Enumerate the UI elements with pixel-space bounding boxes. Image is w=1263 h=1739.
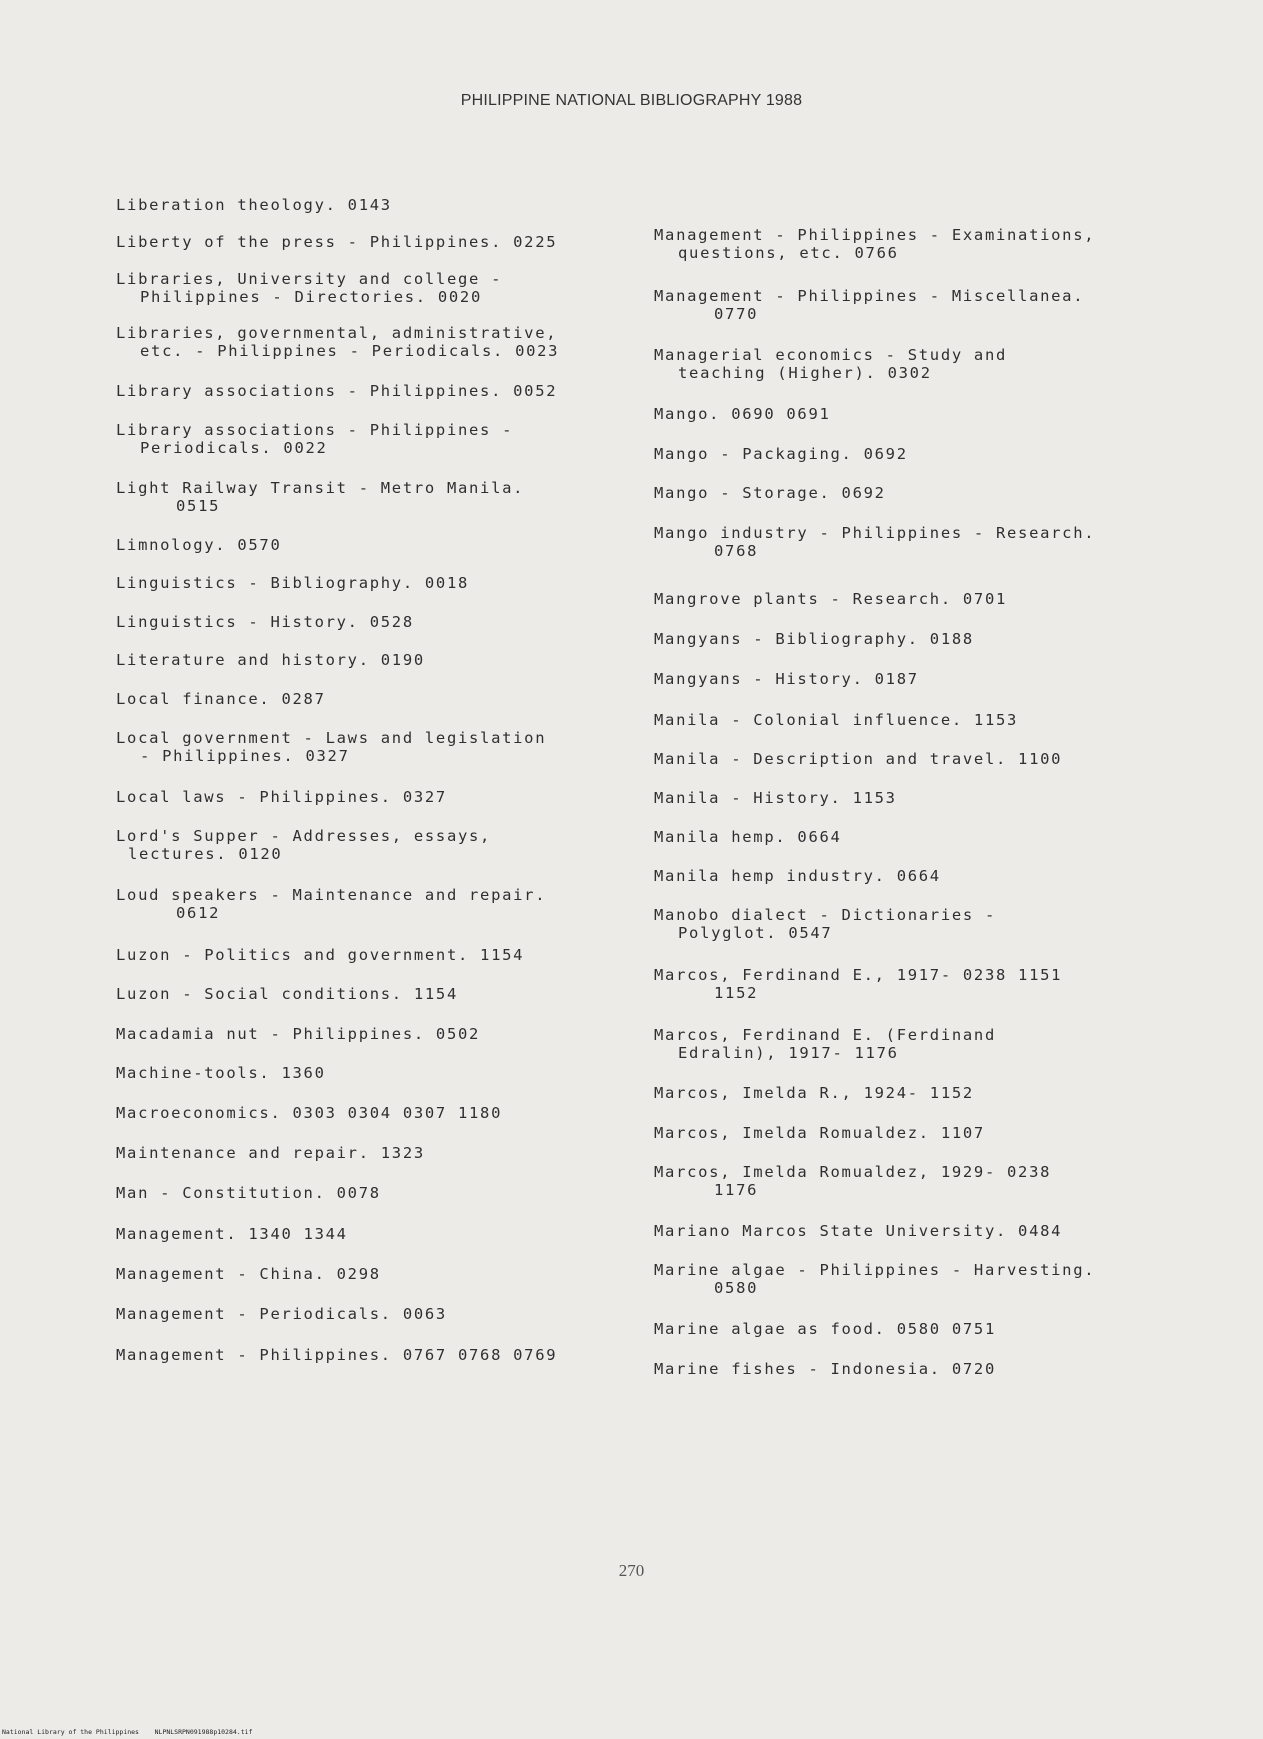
index-entry <box>116 827 636 863</box>
index-entry <box>654 1026 1174 1062</box>
index-entry <box>654 966 1174 1002</box>
entry-heading: Management - Periodicals. 0063 <box>116 1305 447 1323</box>
entry-heading: Management - Philippines - Miscellanea. <box>654 287 1085 305</box>
entry-heading: Manila - Colonial influence. 1153 <box>654 711 1019 729</box>
index-entry <box>116 1064 636 1082</box>
index-entry <box>116 946 636 964</box>
entry-heading: Loud speakers - Maintenance and repair. <box>116 886 547 904</box>
index-entry <box>654 405 1174 423</box>
index-entry <box>654 867 1174 885</box>
index-entry <box>116 651 636 669</box>
entry-heading: Library associations - Philippines - <box>116 421 514 439</box>
entry-heading: Mango. 0690 0691 <box>654 405 831 423</box>
index-entry <box>116 196 636 214</box>
entry-heading: Liberation theology. 0143 <box>116 196 392 214</box>
entry-heading: Marine algae - Philippines - Harvesting. <box>654 1261 1096 1279</box>
entry-heading: Mangyans - Bibliography. 0188 <box>654 630 974 648</box>
entry-continuation: 0515 <box>176 497 221 515</box>
entry-heading: Macadamia nut - Philippines. 0502 <box>116 1025 481 1043</box>
entry-continuation: - Philippines. 0327 <box>140 747 350 765</box>
entry-heading: Linguistics - History. 0528 <box>116 613 414 631</box>
index-entry <box>116 382 636 400</box>
index-entry <box>654 711 1174 729</box>
entry-heading: Maintenance and repair. 1323 <box>116 1144 425 1162</box>
entry-heading: Libraries, University and college - <box>116 270 503 288</box>
index-entry <box>654 670 1174 688</box>
entry-heading: Man - Constitution. 0078 <box>116 1184 381 1202</box>
entry-heading: Marine fishes - Indonesia. 0720 <box>654 1360 996 1378</box>
entry-continuation: etc. - Philippines - Periodicals. 0023 <box>140 342 560 360</box>
entry-continuation: 1176 <box>714 1181 759 1199</box>
index-entry <box>654 1084 1174 1102</box>
index-entry <box>116 421 636 457</box>
entry-heading: Limnology. 0570 <box>116 536 282 554</box>
entry-heading: Marcos, Imelda R., 1924- 1152 <box>654 1084 974 1102</box>
entry-heading: Macroeconomics. 0303 0304 0307 1180 <box>116 1104 503 1122</box>
index-entry <box>654 1320 1174 1338</box>
entry-heading: Linguistics - Bibliography. 0018 <box>116 574 470 592</box>
entry-heading: Mangrove plants - Research. 0701 <box>654 590 1008 608</box>
index-entry <box>116 1184 636 1202</box>
entry-heading: Management - Philippines - Examinations, <box>654 226 1096 244</box>
entry-heading: Management. 1340 1344 <box>116 1225 348 1243</box>
index-entry <box>654 445 1174 463</box>
index-entry <box>116 536 636 554</box>
entry-heading: Liberty of the press - Philippines. 0225 <box>116 233 558 251</box>
index-entry <box>116 1025 636 1043</box>
entry-heading: Mango - Storage. 0692 <box>654 484 886 502</box>
entry-heading: Marcos, Imelda Romualdez, 1929- 0238 <box>654 1163 1052 1181</box>
index-entry <box>116 324 636 360</box>
entry-heading: Library associations - Philippines. 0052 <box>116 382 558 400</box>
entry-continuation: Edralin), 1917- 1176 <box>678 1044 899 1062</box>
index-entry <box>116 574 636 592</box>
index-entry <box>654 1222 1174 1240</box>
index-entry <box>116 985 636 1003</box>
index-entry <box>654 828 1174 846</box>
index-entry <box>654 590 1174 608</box>
entry-heading: Machine-tools. 1360 <box>116 1064 326 1082</box>
entry-heading: Luzon - Social conditions. 1154 <box>116 985 458 1003</box>
entry-heading: Management - China. 0298 <box>116 1265 381 1283</box>
entry-heading: Manila hemp industry. 0664 <box>654 867 941 885</box>
index-entry <box>654 906 1174 942</box>
entry-heading: Lord's Supper - Addresses, essays, <box>116 827 492 845</box>
entry-heading: Local finance. 0287 <box>116 690 326 708</box>
index-entry <box>116 479 636 515</box>
index-entry <box>654 1360 1174 1378</box>
entry-heading: Local government - Laws and legislation <box>116 729 547 747</box>
index-entry <box>654 1124 1174 1142</box>
index-entry <box>654 287 1174 323</box>
entry-heading: Marcos, Ferdinand E., 1917- 0238 1151 <box>654 966 1063 984</box>
entry-continuation: 0580 <box>714 1279 759 1297</box>
scan-footer: National Library of the Philippines NLPNLSRPN091988p10284.tif <box>2 1728 253 1736</box>
index-entry <box>116 1225 636 1243</box>
entry-heading: Marine algae as food. 0580 0751 <box>654 1320 996 1338</box>
index-entry <box>654 226 1174 262</box>
index-entry <box>654 484 1174 502</box>
entry-continuation: Polyglot. 0547 <box>678 924 833 942</box>
entry-heading: Libraries, governmental, administrative, <box>116 324 558 342</box>
index-entry <box>116 270 636 306</box>
entry-continuation: 0612 <box>176 904 221 922</box>
index-entry <box>116 1346 636 1364</box>
entry-continuation: lectures. 0120 <box>128 845 283 863</box>
index-entry <box>116 729 636 765</box>
index-entry <box>116 1305 636 1323</box>
entry-heading: Mangyans - History. 0187 <box>654 670 919 688</box>
entry-continuation: 0770 <box>714 305 759 323</box>
index-entry <box>116 613 636 631</box>
index-entry <box>116 788 636 806</box>
index-entry <box>116 886 636 922</box>
entry-heading: Local laws - Philippines. 0327 <box>116 788 447 806</box>
entry-heading: Luzon - Politics and government. 1154 <box>116 946 525 964</box>
index-entry <box>116 1104 636 1122</box>
entry-continuation: Periodicals. 0022 <box>140 439 328 457</box>
entry-heading: Marcos, Imelda Romualdez. 1107 <box>654 1124 985 1142</box>
page-title: PHILIPPINE NATIONAL BIBLIOGRAPHY 1988 <box>460 92 803 109</box>
entry-heading: Managerial economics - Study and <box>654 346 1008 364</box>
entry-heading: Marcos, Ferdinand E. (Ferdinand <box>654 1026 996 1044</box>
index-entry <box>116 1144 636 1162</box>
index-entry <box>116 233 636 251</box>
entry-heading: Manila hemp. 0664 <box>654 828 842 846</box>
index-entry <box>654 789 1174 807</box>
entry-heading: Manobo dialect - Dictionaries - <box>654 906 996 924</box>
entry-continuation: 1152 <box>714 984 759 1002</box>
entry-continuation: teaching (Higher). 0302 <box>678 364 932 382</box>
entry-continuation: questions, etc. 0766 <box>678 244 899 262</box>
entry-continuation: 0768 <box>714 542 759 560</box>
index-entry <box>654 346 1174 382</box>
index-entry <box>654 1163 1174 1199</box>
entry-heading: Management - Philippines. 0767 0768 0769 <box>116 1346 558 1364</box>
index-entry <box>116 690 636 708</box>
index-entry <box>654 630 1174 648</box>
page-number: 270 <box>618 1561 645 1580</box>
entry-heading: Literature and history. 0190 <box>116 651 425 669</box>
entry-continuation: Philippines - Directories. 0020 <box>140 288 482 306</box>
entry-heading: Manila - History. 1153 <box>654 789 897 807</box>
index-entry <box>116 1265 636 1283</box>
entry-heading: Light Railway Transit - Metro Manila. <box>116 479 525 497</box>
entry-heading: Mango - Packaging. 0692 <box>654 445 908 463</box>
entry-heading: Mango industry - Philippines - Research. <box>654 524 1096 542</box>
index-entry <box>654 750 1174 768</box>
index-entry <box>654 524 1174 560</box>
entry-heading: Manila - Description and travel. 1100 <box>654 750 1063 768</box>
index-entry <box>654 1261 1174 1297</box>
entry-heading: Mariano Marcos State University. 0484 <box>654 1222 1063 1240</box>
